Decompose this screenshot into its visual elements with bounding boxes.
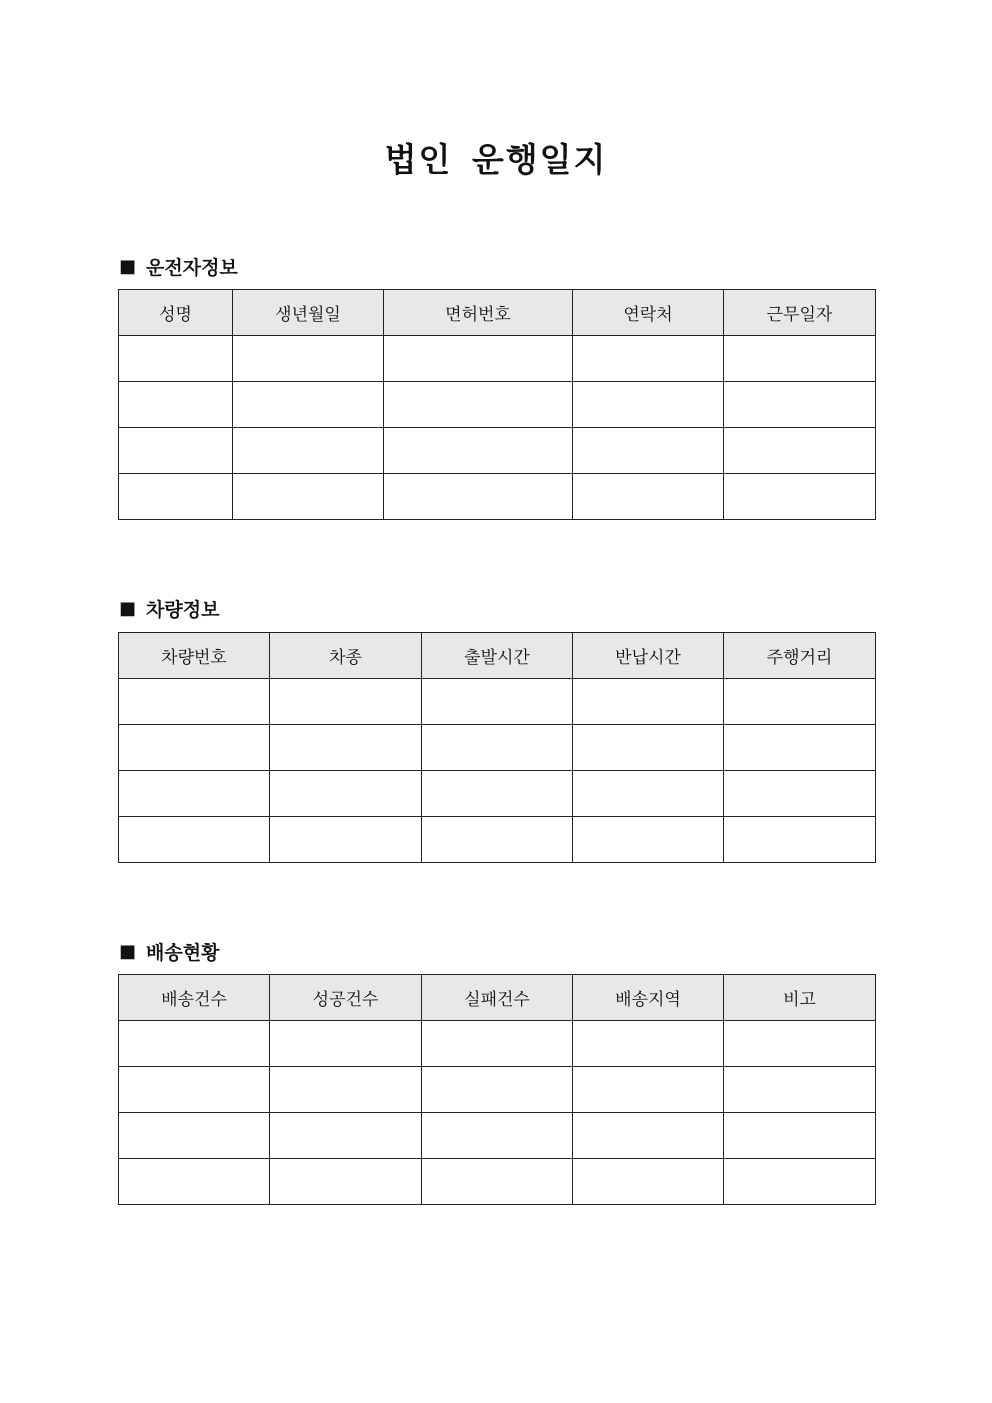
table-cell[interactable] (573, 1021, 724, 1067)
section-heading-driver-info (119, 253, 238, 280)
column-header-remarks: 비고 (724, 975, 876, 1021)
table-cell[interactable] (724, 428, 876, 474)
table-row (119, 725, 876, 771)
square-bullet-icon: ■ (119, 598, 137, 619)
table-cell[interactable] (270, 679, 422, 725)
table-cell[interactable] (233, 336, 384, 382)
table-cell[interactable] (270, 1067, 422, 1113)
table-cell[interactable] (233, 474, 384, 520)
column-header-delivery-area: 배송지역 (573, 975, 724, 1021)
table-row (119, 817, 876, 863)
table-cell[interactable] (724, 1067, 876, 1113)
column-header-license-number: 면허번호 (384, 290, 573, 336)
table-row (119, 474, 876, 520)
column-header-birthdate: 생년월일 (233, 290, 384, 336)
table-cell[interactable] (384, 474, 573, 520)
table-cell[interactable] (573, 1159, 724, 1205)
section-heading-vehicle-info (119, 595, 219, 622)
table-row (119, 336, 876, 382)
table-cell[interactable] (422, 1113, 573, 1159)
table-cell[interactable] (573, 771, 724, 817)
table-cell[interactable] (270, 1021, 422, 1067)
table-cell[interactable] (119, 1159, 270, 1205)
driver-info-table (118, 289, 876, 520)
table-cell[interactable] (724, 474, 876, 520)
table-cell[interactable] (119, 771, 270, 817)
section-heading-label: 차량정보 (146, 599, 220, 621)
table-cell[interactable] (384, 336, 573, 382)
table-cell[interactable] (724, 771, 876, 817)
table-row (119, 679, 876, 725)
table-cell[interactable] (233, 382, 384, 428)
table-cell[interactable] (422, 725, 573, 771)
table-cell[interactable] (724, 817, 876, 863)
table-cell[interactable] (119, 679, 270, 725)
table-cell[interactable] (724, 1113, 876, 1159)
table-cell[interactable] (422, 1067, 573, 1113)
table-cell[interactable] (573, 428, 724, 474)
table-cell[interactable] (573, 679, 724, 725)
column-header-success-count: 성공건수 (270, 975, 422, 1021)
table-cell[interactable] (724, 336, 876, 382)
table-cell[interactable] (119, 382, 233, 428)
table-row (119, 382, 876, 428)
column-header-name: 성명 (119, 290, 233, 336)
table-cell[interactable] (724, 382, 876, 428)
table-row (119, 1067, 876, 1113)
table-cell[interactable] (119, 817, 270, 863)
section-heading-label: 운전자정보 (146, 257, 238, 279)
table-cell[interactable] (119, 428, 233, 474)
column-header-departure-time: 출발시간 (422, 633, 573, 679)
square-bullet-icon: ■ (119, 941, 137, 962)
column-header-failure-count: 실패건수 (422, 975, 573, 1021)
table-cell[interactable] (119, 725, 270, 771)
table-cell[interactable] (233, 428, 384, 474)
column-header-work-date: 근무일자 (724, 290, 876, 336)
square-bullet-icon: ■ (119, 256, 137, 277)
table-cell[interactable] (119, 474, 233, 520)
table-cell[interactable] (384, 382, 573, 428)
table-cell[interactable] (422, 771, 573, 817)
table-header-row (119, 633, 876, 679)
table-row (119, 1159, 876, 1205)
table-cell[interactable] (724, 679, 876, 725)
table-cell[interactable] (270, 817, 422, 863)
table-cell[interactable] (573, 725, 724, 771)
delivery-status-table (118, 974, 876, 1205)
table-cell[interactable] (270, 725, 422, 771)
table-cell[interactable] (422, 1021, 573, 1067)
table-cell[interactable] (724, 1159, 876, 1205)
column-header-vehicle-number: 차량번호 (119, 633, 270, 679)
table-row (119, 771, 876, 817)
table-cell[interactable] (573, 1113, 724, 1159)
table-header-row (119, 975, 876, 1021)
column-header-delivery-count: 배송건수 (119, 975, 270, 1021)
table-cell[interactable] (573, 474, 724, 520)
table-cell[interactable] (422, 817, 573, 863)
table-header-row (119, 290, 876, 336)
table-row (119, 1113, 876, 1159)
vehicle-info-table (118, 632, 876, 863)
table-cell[interactable] (119, 336, 233, 382)
section-heading-label: 배송현황 (146, 942, 220, 964)
table-cell[interactable] (724, 1021, 876, 1067)
table-cell[interactable] (573, 1067, 724, 1113)
table-cell[interactable] (270, 1159, 422, 1205)
table-cell[interactable] (724, 725, 876, 771)
table-cell[interactable] (270, 1113, 422, 1159)
table-cell[interactable] (384, 428, 573, 474)
page-title: 법인 운행일지 (384, 140, 608, 179)
table-cell[interactable] (119, 1113, 270, 1159)
column-header-vehicle-type: 차종 (270, 633, 422, 679)
table-cell[interactable] (119, 1067, 270, 1113)
section-heading-delivery-status (119, 938, 219, 965)
table-cell[interactable] (422, 679, 573, 725)
column-header-return-time: 반납시간 (573, 633, 724, 679)
table-cell[interactable] (270, 771, 422, 817)
table-cell[interactable] (573, 336, 724, 382)
table-row (119, 428, 876, 474)
table-cell[interactable] (422, 1159, 573, 1205)
table-cell[interactable] (119, 1021, 270, 1067)
column-header-contact: 연락처 (573, 290, 724, 336)
table-cell[interactable] (573, 382, 724, 428)
table-row (119, 1021, 876, 1067)
column-header-mileage: 주행거리 (724, 633, 876, 679)
table-cell[interactable] (573, 817, 724, 863)
